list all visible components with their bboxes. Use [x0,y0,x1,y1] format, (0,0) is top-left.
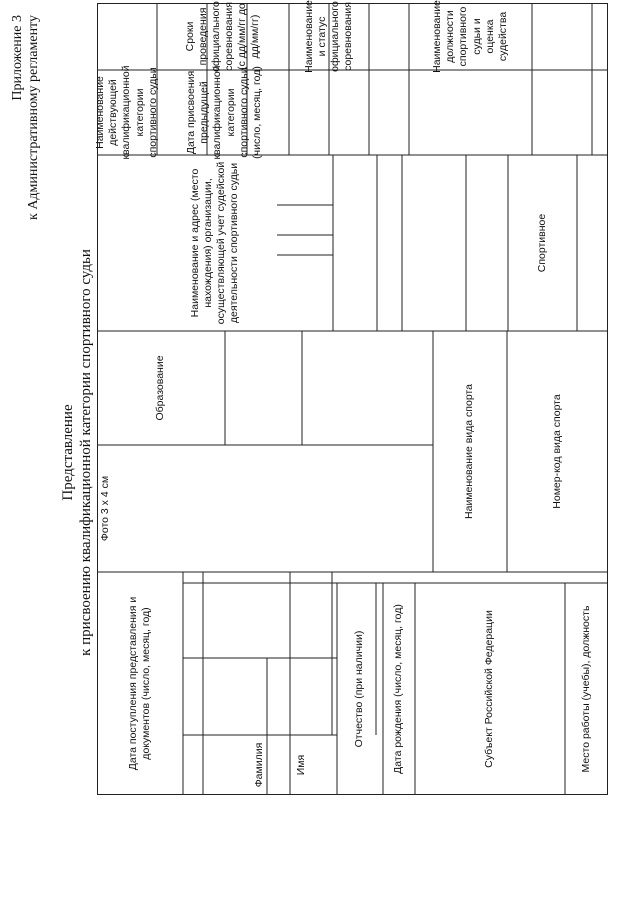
previous-category-date-label: Дата присвоения предыдущей квалификационной категории спортивного судьи (число, месяц, год) [185,65,263,160]
current-category-label: Наименование действующей квалификационной категории спортивного судьи [94,65,159,160]
competition-status-label: Наименование и статус официального соревнования [302,0,355,73]
competition-dates-label: Сроки проведения официального соревнования (с дд/мм/гг до дд/мм/гг) [183,1,262,72]
form-table [94,0,608,795]
birth-date-label: Дата рождения (число, месяц, год) [392,604,405,774]
sport-code-label: Номер-код вида спорта [550,394,563,509]
date-received-label: Дата поступления представления и документов (число, месяц, год) [126,596,152,771]
organization-label: Наименование и адрес (место нахождения) организации, осуществляющей учет судейской деятельности спортивного судьи [188,161,241,325]
sport-name-label: Наименование вида спорта [463,384,476,519]
judge-position-label: Наименование должности спортивного судьи и оценка судейства [431,0,509,73]
patronymic-label: Отчество (при наличии) [353,630,366,748]
sport-rank-label: Спортивное [535,213,548,273]
education-label: Образование [154,355,167,421]
form-title: Представление [60,404,76,501]
form-subtitle: к присвоению квалификационной категории спортивного судьи [78,249,94,656]
appendix-label: Приложение 3 [10,15,25,101]
workplace-label: Место работы (учебы), должность [579,605,592,773]
photo-placeholder: Фото 3 х 4 см [99,475,111,542]
regulation-label: к Административному регламенту [26,15,41,220]
region-label: Субъект Российской Федерации [483,610,496,768]
surname-label: Фамилия [253,742,266,788]
name-label: Имя [295,754,308,776]
